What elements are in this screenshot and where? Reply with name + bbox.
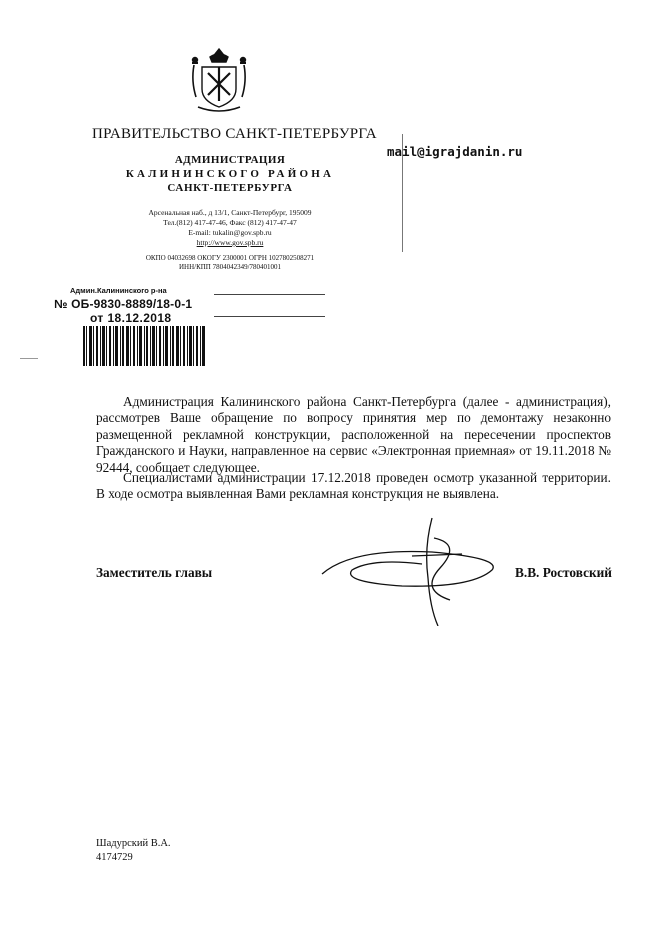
- website-link[interactable]: http://www.gov.spb.ru: [196, 238, 264, 247]
- registration-line: [205, 316, 325, 317]
- stamp-organization: Админ.Калининского р-на: [70, 286, 167, 295]
- address-line: Арсенальная наб., д 13/1, Санкт-Петербург, 195009: [148, 208, 312, 217]
- signatory-position: Заместитель главы: [96, 565, 213, 580]
- coat-of-arms-emblem: [188, 45, 250, 117]
- email-line: E-mail: tukalin@gov.spb.ru: [188, 228, 272, 237]
- registration-line: [205, 294, 325, 295]
- admin-title-line2: КАЛИНИНСКОГО РАЙОНА: [125, 168, 335, 180]
- government-title: ПРАВИТЕЛЬСТВО САНКТ-ПЕТЕРБУРГА: [92, 126, 377, 142]
- recipient-email: mail@igrajdanin.ru: [387, 144, 523, 159]
- registry-codes-line1: ОКПО 04032698 ОКОГУ 2300001 ОГРН 1027802508271: [145, 254, 315, 262]
- handwritten-signature: [312, 508, 512, 626]
- stamp-number: № ОБ-9830-8889/18-0-1: [54, 297, 193, 311]
- admin-title-line1: АДМИНИСТРАЦИЯ: [174, 154, 286, 166]
- signatory-name: В.В. Ростовский: [515, 565, 612, 580]
- body-paragraph-1: Администрация Калининского района Санкт-Петербурга (далее - администрация), рассмотрев Ваше обращение по вопросу принятия мер по демонтажу незаконно размещенной рекламной конструкции, расположенной на пересечении проспектов Гражданского и Науки, направленное на сервис «Электронная приемная» от 19.11.2018 № 92444, сообщает следующее.: [96, 394, 611, 475]
- executor-name: Шадурский В.А.: [96, 838, 171, 849]
- executor-phone: 4174729: [96, 852, 133, 863]
- body-paragraph-2: Специалистами администрации 17.12.2018 проведен осмотр указанной территории. В ходе осмотра выявленная Вами рекламная конструкция не выявлена.: [96, 470, 611, 502]
- registry-codes-line2: ИНН/КПП 7804042349/780401001: [178, 263, 282, 271]
- phone-fax-line: Тел.(812) 417-47-46, Факс (812) 417-47-47: [163, 218, 297, 227]
- stamp-date: от 18.12.2018: [90, 311, 172, 325]
- barcode-image: [83, 326, 205, 366]
- admin-title-line3: САНКТ-ПЕТЕРБУРГА: [167, 182, 293, 194]
